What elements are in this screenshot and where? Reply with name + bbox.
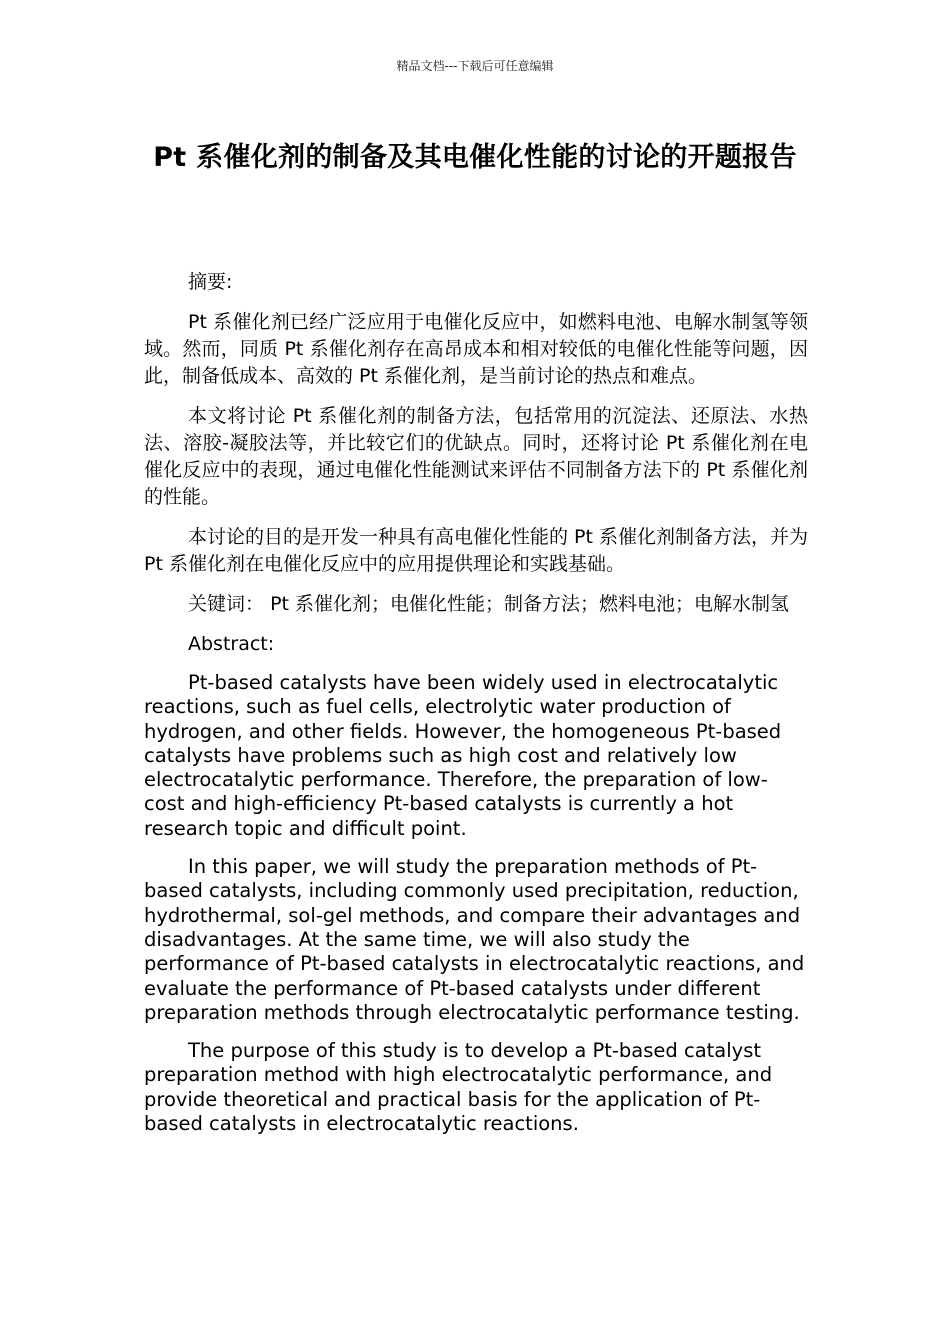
abstract-en-paragraph: Pt-based catalysts have been widely used in electrocatalytic reactions, such as fuel cells, electrolytic water production of hydrogen, and other fields. However, the homogeneous Pt-based catalysts have problems such as high cost and relatively low electrocatalytic performance. Therefore, the preparation of low-cost and high-efficiency Pt-based catalysts is currently a hot research topic and difficult point. [144, 671, 782, 840]
abstract-en-paragraph: In this paper, we will study the preparation methods of Pt-based catalysts, including commonly used precipitation, reduction, hydrothermal, sol-gel methods, and compare their advantages and disadvantages. At the same time, we will also study the performance of Pt-based catalysts in electrocatalytic reactions, and evaluate the performance of Pt-based catalysts under different preparation methods through electrocatalytic performance testing. [144, 855, 805, 1024]
header-note: 精品文档---下载后可任意编辑 [396, 59, 554, 73]
keywords-text: Pt 系催化剂；电催化性能；制备方法；燃料电池；电解水制氢 [270, 593, 790, 615]
keywords-label: 关键词： [188, 593, 265, 615]
keywords-line [144, 591, 808, 618]
abstract-cn-label: 摘要: [188, 271, 233, 293]
document-body [144, 269, 808, 1150]
abstract-en-paragraph: The purpose of this study is to develop a Pt-based catalyst preparation method with high electrocatalytic performance, and provide theoretical and practical basis for the application of Pt-based catalysts in electrocatalytic reactions. [144, 1039, 773, 1136]
abstract-cn-paragraph: 本文将讨论 Pt 系催化剂的制备方法，包括常用的沉淀法、还原法、水热法、溶胶-凝胶法等，并比较它们的优缺点。同时，还将讨论 Pt 系催化剂在电催化反应中的表现，通过电催化性能测试来评估不同制备方法下的 Pt 系催化剂的性能。 [144, 405, 808, 508]
abstract-en-label: Abstract: [188, 633, 275, 655]
abstract-cn-paragraph: Pt 系催化剂已经广泛应用于电催化反应中，如燃料电池、电解水制氢等领域。然而，同质 Pt 系催化剂存在高昂成本和相对较低的电催化性能等问题，因此，制备低成本、高效的 Pt 系催化剂，是当前讨论的热点和难点。 [144, 311, 808, 387]
document-title: Pt 系催化剂的制备及其电催化性能的讨论的开题报告 [153, 142, 797, 173]
abstract-cn-paragraph: 本讨论的目的是开发一种具有高电催化性能的 Pt 系催化剂制备方法，并为 Pt 系催化剂在电催化反应中的应用提供理论和实践基础。 [144, 526, 808, 575]
